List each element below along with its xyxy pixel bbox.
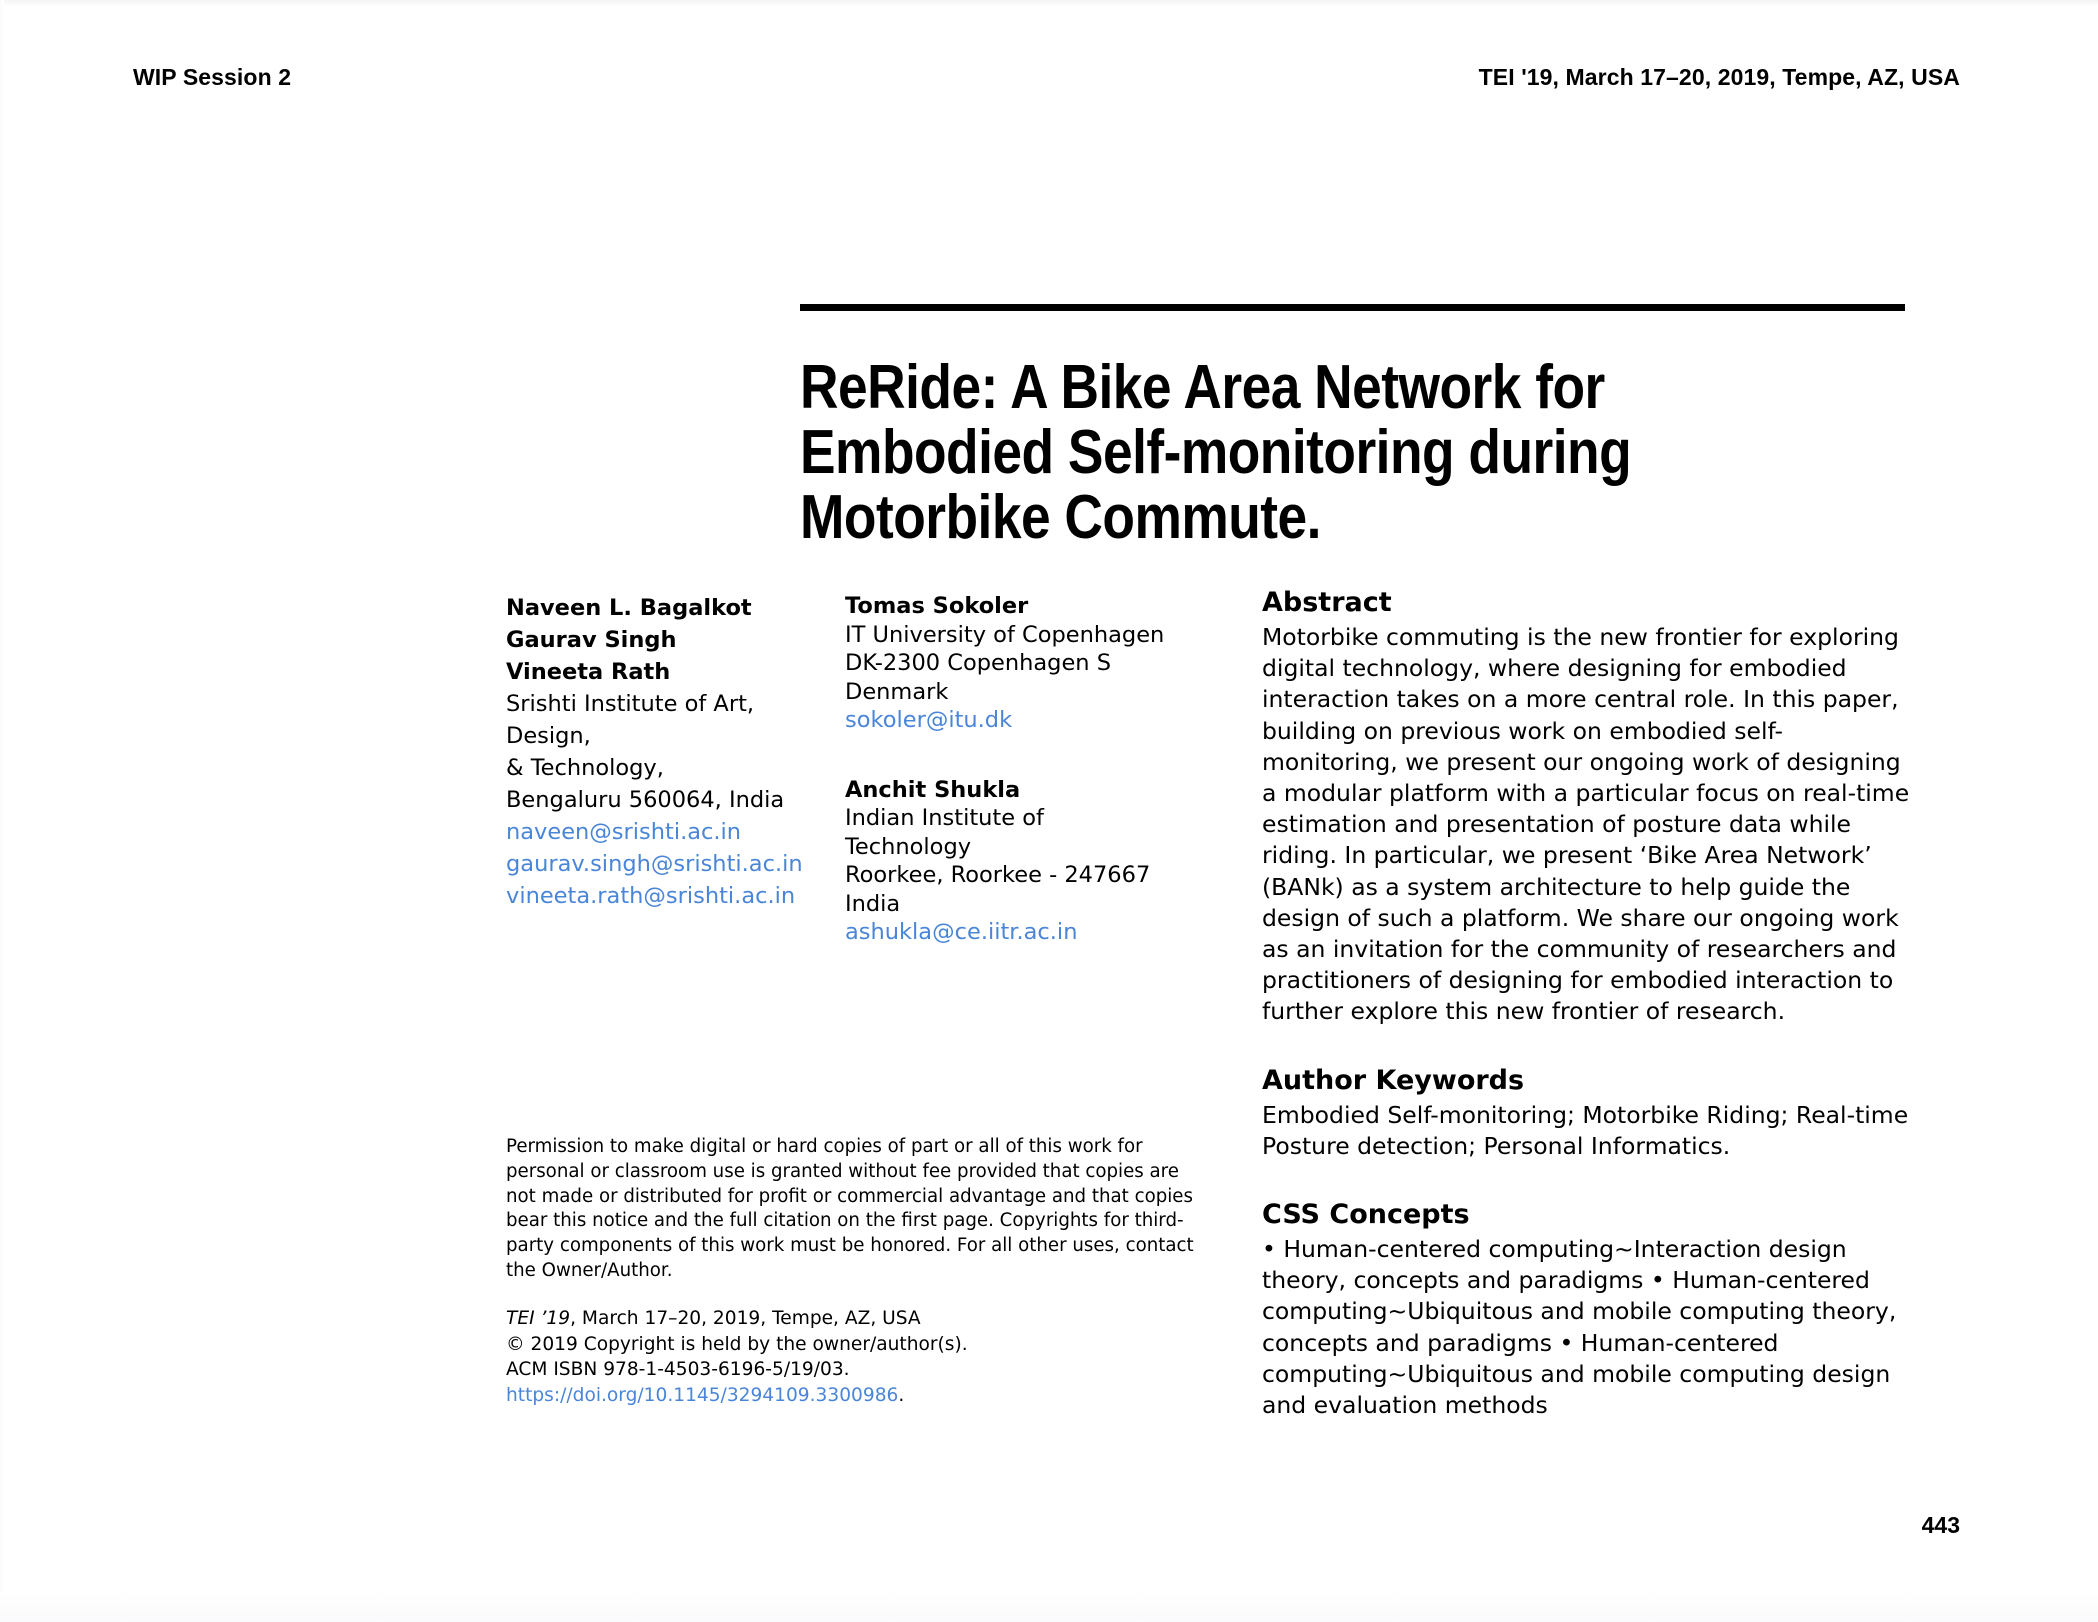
author-email-link[interactable]: sokoler@itu.dk: [845, 707, 1013, 733]
author-column-1: [506, 592, 836, 912]
author-name: Tomas Sokoler: [845, 593, 1029, 619]
copyright-block: [506, 1306, 1214, 1408]
doi-line: [506, 1383, 1214, 1409]
acm-isbn-line: ACM ISBN 978-1-4503-6196-5/19/03.: [506, 1359, 850, 1380]
page-edge-top: [0, 0, 2098, 6]
affiliation-line: IT University of Copenhagen: [845, 621, 1165, 648]
venue-name: TEI ’19: [506, 1308, 571, 1329]
author-keywords-body: Embodied Self-monitoring; Motorbike Riding; Real-time Posture detection; Personal Informatics.: [1262, 1100, 1909, 1160]
venue-details: , March 17–20, 2019, Tempe, AZ, USA: [570, 1308, 921, 1329]
page-title: ReRide: A Bike Area Network for Embodied Self-monitoring during Motorbike Commute.: [800, 352, 1632, 552]
css-concepts-section: [1262, 1198, 1912, 1421]
author-email-link[interactable]: ashukla@ce.iitr.ac.in: [845, 919, 1078, 945]
author-name: Anchit Shukla: [845, 776, 1021, 803]
permission-notice: Permission to make digital or hard copies of part or all of this work for personal or classroom use is granted without fee provided that copies are not made or distributed for profit or commercial advantage and that copies bear this notice and the full citation on the first page. Copyrights for third-party components of this work must be honored. For all other uses, contact the Owner/Author.: [506, 1136, 1194, 1281]
running-head-right: TEI '19, March 17–20, 2019, Tempe, AZ, USA: [1478, 64, 1960, 90]
doi-link[interactable]: https://doi.org/10.1145/3294109.3300986: [506, 1384, 899, 1406]
affiliation-line: & Technology,: [506, 755, 664, 781]
copyright-venue-line: [506, 1306, 1214, 1332]
affiliation-line: DK-2300 Copenhagen S: [845, 650, 1111, 676]
author-keywords-section: [1262, 1064, 1912, 1162]
affiliation-line: Srishti Institute of Art, Design,: [506, 691, 755, 749]
doi-period: .: [898, 1384, 905, 1406]
right-column: [1262, 586, 1912, 1421]
section-spacer: [1262, 1162, 1912, 1198]
running-head-left: WIP Session 2: [133, 64, 292, 90]
abstract-body: Motorbike commuting is the new frontier for exploring digital technology, where designing for embodied interaction takes on a more central role. In this paper, building on previous work on embodied self-monitoring, we present our ongoing work of designing a modular platform with a particular focus on real-time estimation and presentation of posture data while riding. In particular, we present ‘Bike Area Network’ (BANk) as a system architecture to help guide the design of such a platform. We share our ongoing work as an invitation for the community of researchers and practitioners of designing for embodied interaction to further explore this new frontier of research.: [1262, 623, 1910, 1026]
affiliation-line: India: [845, 890, 901, 917]
author-name: Naveen L. Bagalkot: [506, 595, 752, 621]
author-email-link[interactable]: vineeta.rath@srishti.ac.in: [506, 883, 796, 909]
author-email-link[interactable]: naveen@srishti.ac.in: [506, 819, 742, 845]
section-spacer: [1262, 1028, 1912, 1064]
css-concepts-body: • Human-centered computing~Interaction design theory, concepts and paradigms • Human-centered computing~Ubiquitous and mobile computing theory, concepts and paradigms • Human-centered computing~Ubiquitous and mobile computing design and evaluation methods: [1262, 1235, 1897, 1420]
abstract-section: [1262, 586, 1912, 1028]
page-edge-left: [0, 0, 4, 1622]
page-edge-bottom: [0, 1592, 2098, 1622]
author-block-srishti: [506, 592, 836, 912]
author-name: Gaurav Singh: [506, 627, 677, 653]
author-email-link[interactable]: gaurav.singh@srishti.ac.in: [506, 851, 803, 877]
copyright-holder-line: © 2019 Copyright is held by the owner/author(s).: [506, 1333, 968, 1355]
author-column-2: [845, 592, 1165, 947]
affiliation-line: Roorkee, Roorkee - 247667: [845, 862, 1151, 888]
affiliation-line: Denmark: [845, 678, 949, 705]
title-rule: [800, 304, 1905, 311]
author-keywords-heading: Author Keywords: [1262, 1064, 1525, 1096]
page-number: 443: [1921, 1512, 1960, 1538]
author-block-itu: [845, 592, 1165, 735]
affiliation-line: Indian Institute of Technology: [845, 805, 1044, 860]
css-concepts-heading: CSS Concepts: [1262, 1199, 1470, 1231]
author-block-iitr: [845, 776, 1165, 947]
author-name: Vineeta Rath: [506, 659, 671, 685]
affiliation-line: Bengaluru 560064, India: [506, 787, 785, 813]
abstract-heading: Abstract: [1262, 587, 1392, 618]
